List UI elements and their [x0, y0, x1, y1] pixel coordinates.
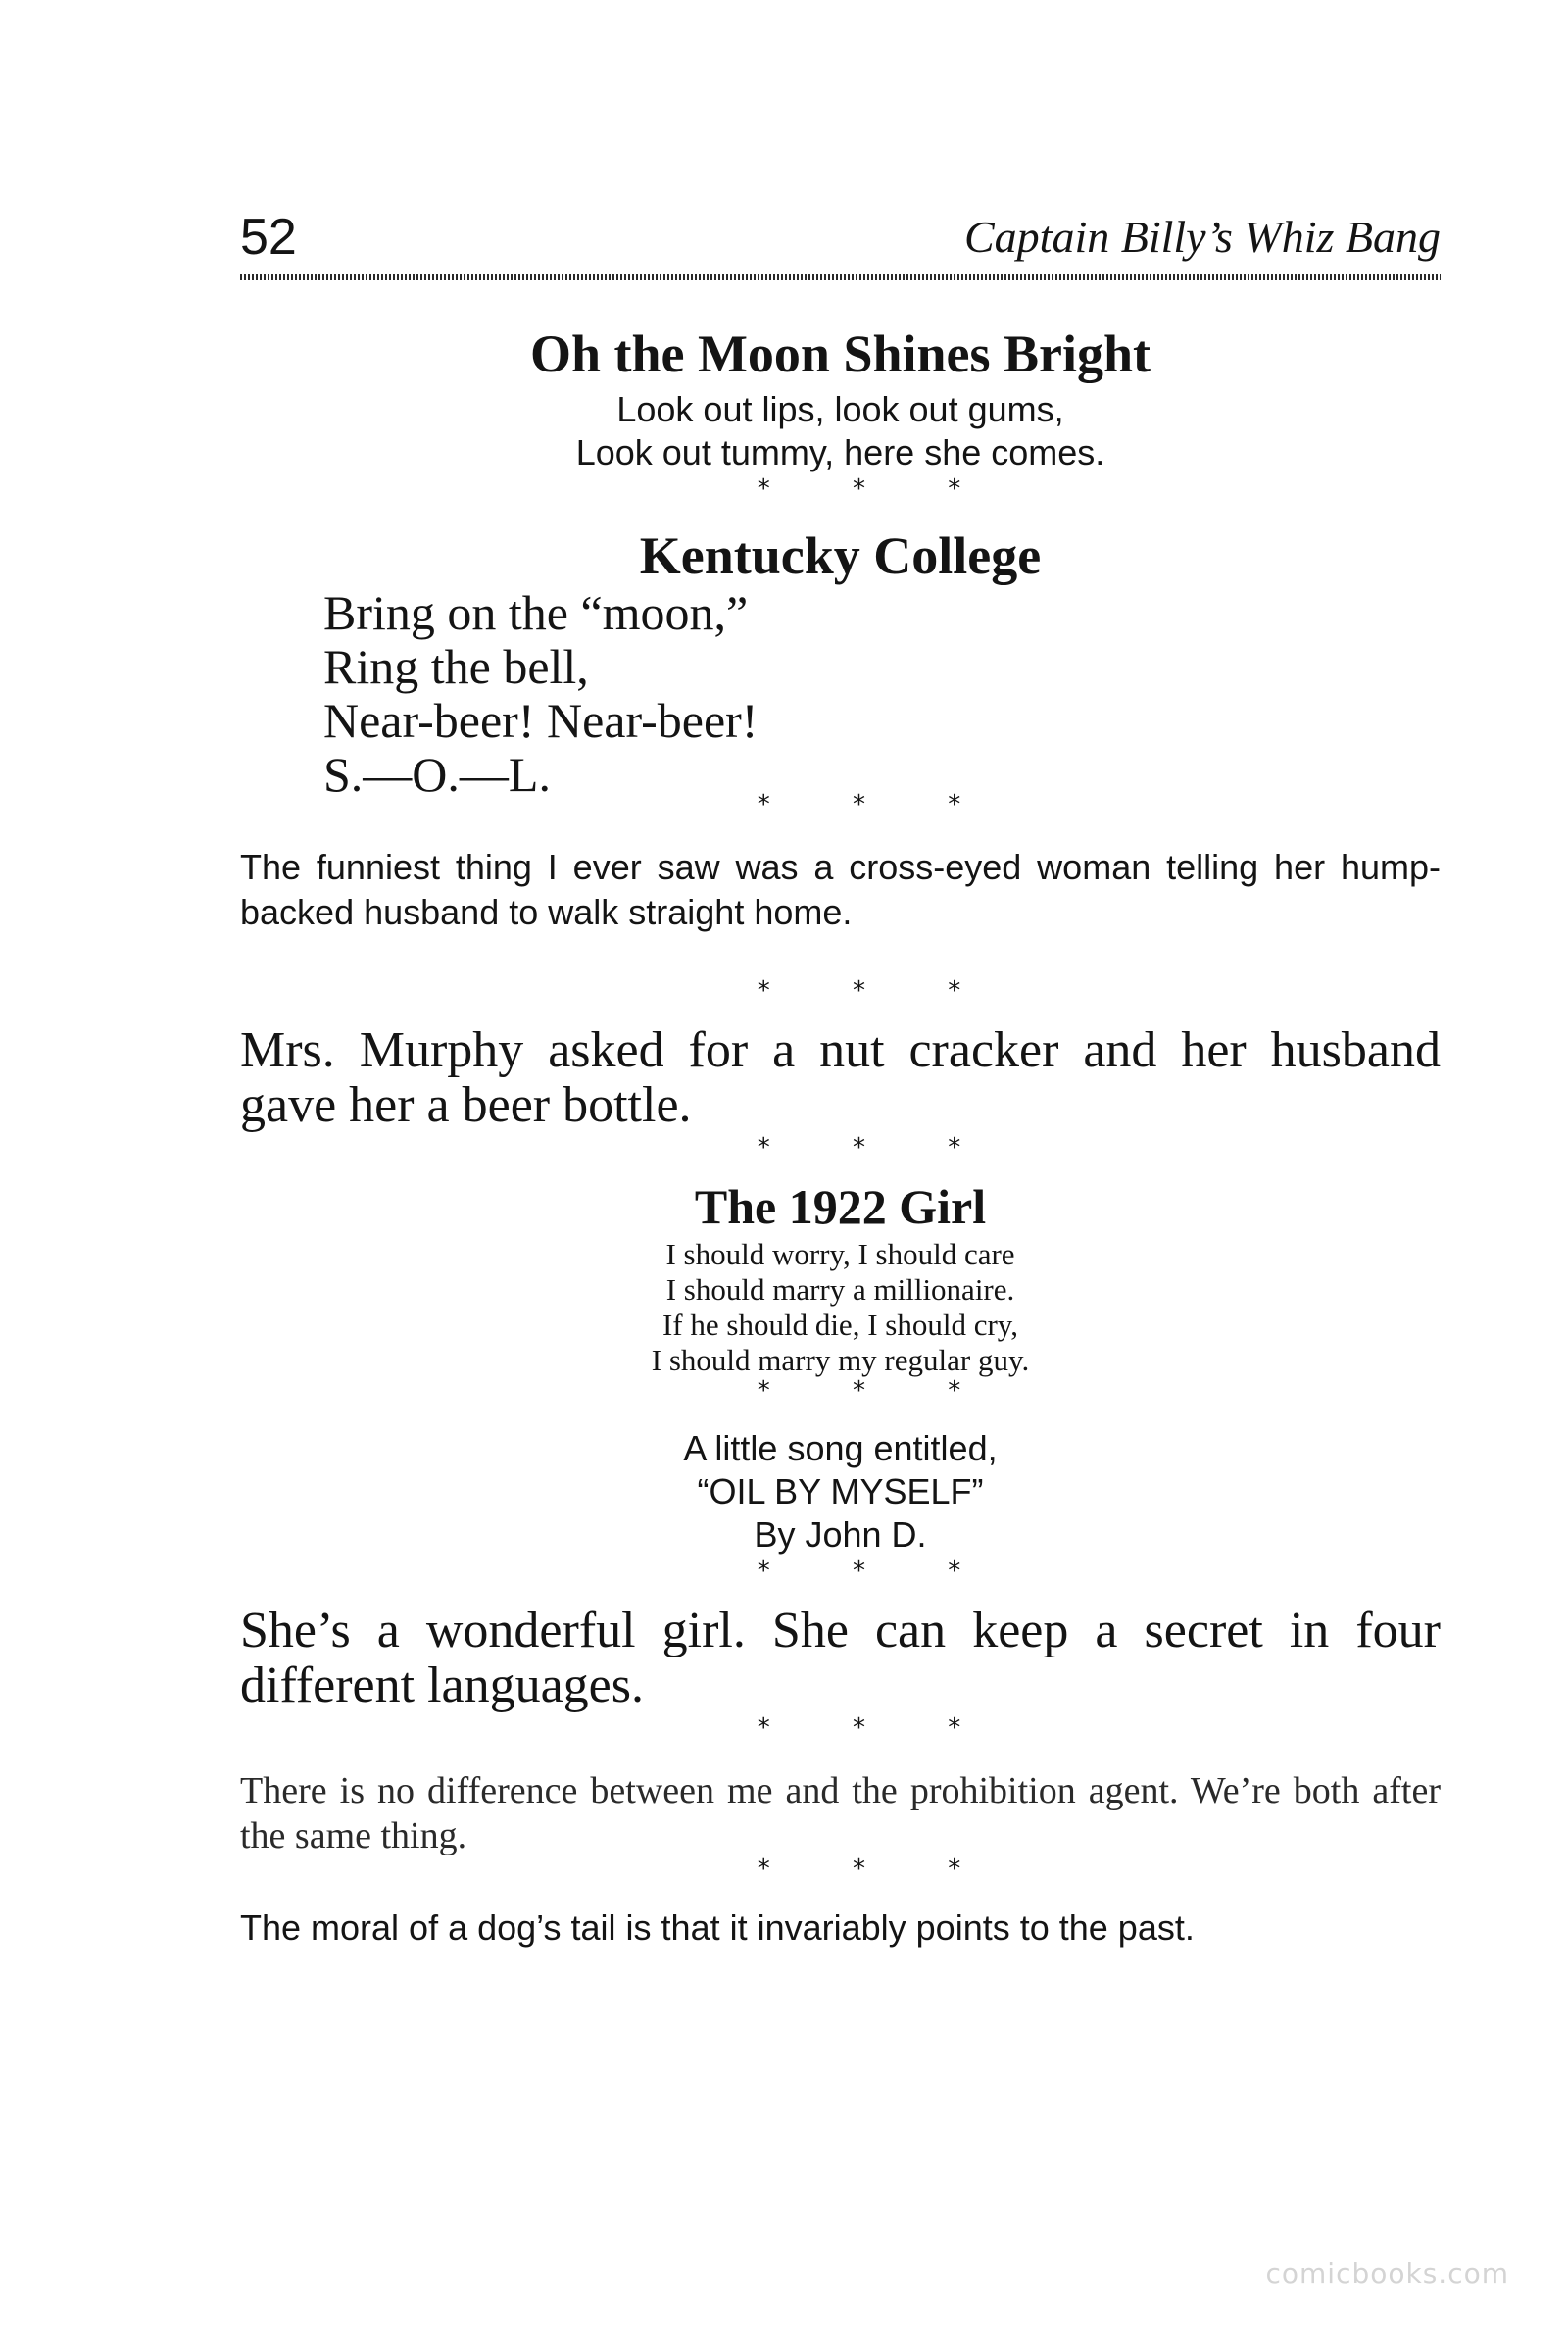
verse-line: I should worry, I should care [665, 1237, 1015, 1271]
separator-stars: * * * [757, 976, 999, 1006]
header-rule [240, 274, 1441, 280]
running-header [240, 208, 1441, 276]
separator-stars: * * * [757, 1133, 999, 1162]
separator-stars: * * * [757, 1557, 999, 1586]
verse-line: Look out tummy, here she comes. [575, 432, 1105, 472]
joke-wonderful: She’s a wonderful girl. She can keep a secret in four different languages. [240, 1603, 1441, 1713]
separator-stars: * * * [757, 1376, 999, 1406]
section-title-moon: Oh the Moon Shines Bright [529, 324, 1152, 383]
separator-stars: * * * [757, 1713, 999, 1743]
verse-line: Ring the bell, [323, 639, 589, 694]
verse-line: “OIL BY MYSELF” [697, 1471, 984, 1511]
verse-line: I should marry my regular guy. [651, 1343, 1030, 1377]
verse-line: Look out lips, look out gums, [616, 389, 1064, 429]
section-title-kentucky: Kentucky College [639, 526, 1042, 585]
joke-song [240, 1427, 1441, 1557]
joke-moral: The moral of a dog’s tail is that it invariably points to the past. [240, 1907, 1195, 1948]
joke-murphy: Mrs. Murphy asked for a nut cracker and her husband gave her a beer bottle. [240, 1022, 1441, 1133]
section-title-1922-girl: The 1922 Girl [694, 1179, 987, 1234]
verse-kentucky [323, 586, 1205, 802]
separator-stars: * * * [757, 474, 999, 504]
verse-line: S.—O.—L. [323, 747, 551, 802]
separator-stars: * * * [757, 1855, 999, 1884]
joke-prohibition: There is no difference between me and the prohibition agent. We’re both after the same thing. [240, 1770, 1441, 1856]
watermark: comicbooks.com [1265, 2257, 1509, 2290]
verse-line: If he should die, I should cry, [662, 1308, 1019, 1342]
page-number: 52 [240, 209, 297, 266]
verse-line: Bring on the “moon,” [323, 585, 749, 640]
verse-line: Near-beer! Near-beer! [323, 693, 759, 748]
joke-funniest: The funniest thing I ever saw was a cross-eyed woman telling her hump-backed husband to walk straight home. [240, 847, 1441, 932]
verse-moon [240, 388, 1441, 474]
verse-line: By John D. [754, 1514, 927, 1555]
separator-stars: * * * [757, 790, 999, 819]
verse-line: I should marry a millionaire. [665, 1272, 1015, 1307]
verse-line: A little song entitled, [683, 1428, 998, 1468]
running-title: Captain Billy’s Whiz Bang [964, 212, 1441, 262]
verse-1922-girl [240, 1237, 1441, 1378]
